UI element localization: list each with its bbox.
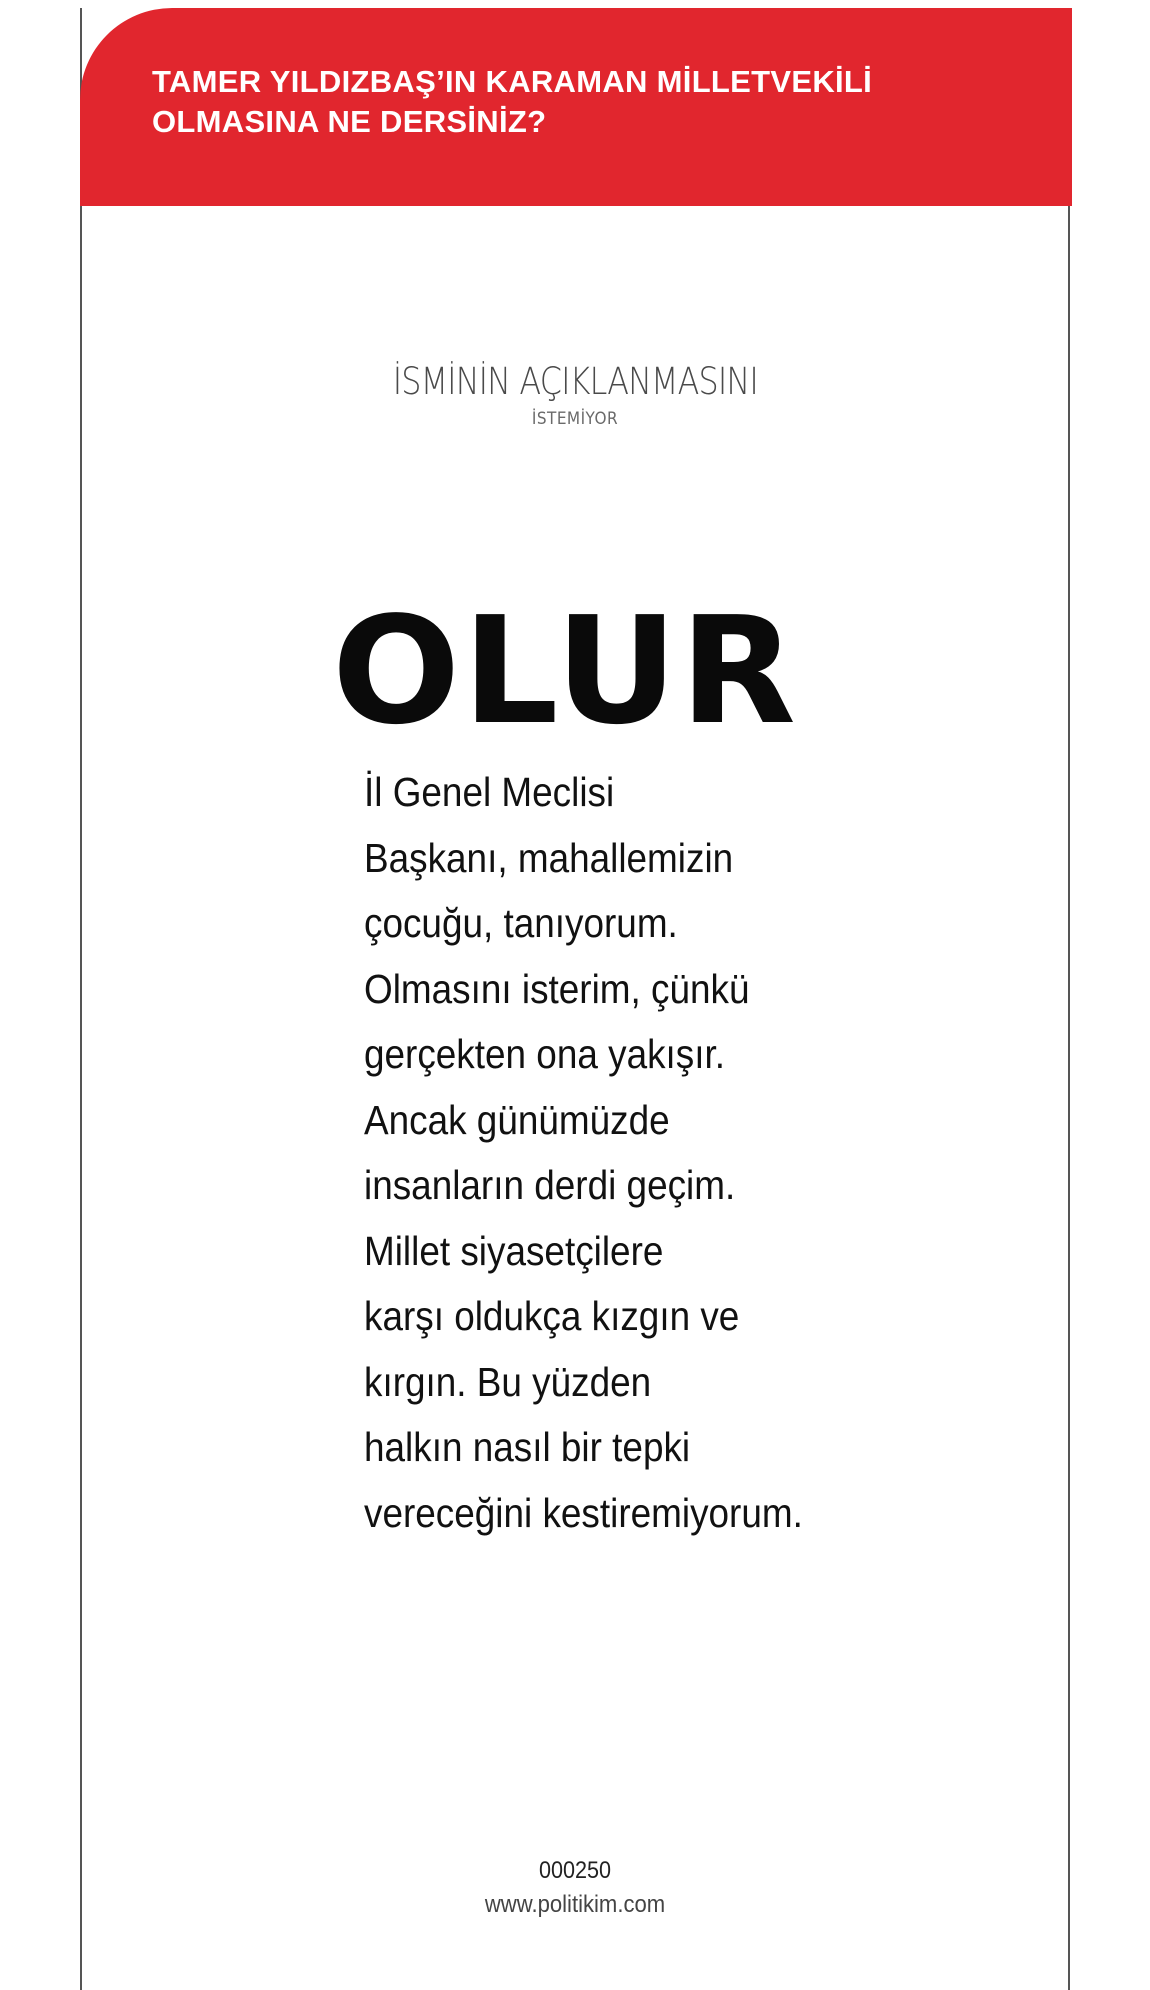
record-id: 000250	[538, 1857, 612, 1884]
footer	[0, 1854, 1150, 1922]
answer-line: Millet siyasetçilere	[364, 1227, 664, 1274]
answer-line: İl Genel Meclisi	[364, 769, 615, 815]
answer-line: Ancak günümüzde	[364, 1096, 670, 1143]
answer-line: kırgın. Bu yüzden	[364, 1358, 652, 1405]
answer-line: vereceğini kestiremiyorum.	[364, 1489, 803, 1536]
answer-line: karşı oldukça kızgın ve	[364, 1293, 740, 1339]
answer-line: halkın nasıl bir tepki	[364, 1424, 691, 1470]
answer-line: çocuğu, tanıyorum.	[364, 900, 678, 946]
answer-line: Başkanı, mahallemizin	[364, 834, 734, 881]
respondent-block	[0, 358, 1150, 430]
answer-line: gerçekten ona yakışır.	[364, 1031, 726, 1077]
answer-text	[364, 760, 832, 1546]
respondent-note: İSTEMİYOR	[531, 409, 619, 429]
question-title: TAMER YILDIZBAŞ’IN KARAMAN MİLLETVEKİLİ OLMASINA NE DERSİNİZ?	[152, 64, 873, 139]
answer-line: Olmasını isterim, çünkü	[364, 965, 750, 1012]
verdict-heading: OLUR	[331, 585, 799, 757]
answer-line: insanların derdi geçim.	[364, 1162, 736, 1208]
website-link[interactable]: www.politikim.com	[484, 1891, 666, 1918]
question-banner	[80, 8, 1072, 206]
respondent-name: İSMİNİN AÇIKLANMASINI	[392, 360, 758, 403]
